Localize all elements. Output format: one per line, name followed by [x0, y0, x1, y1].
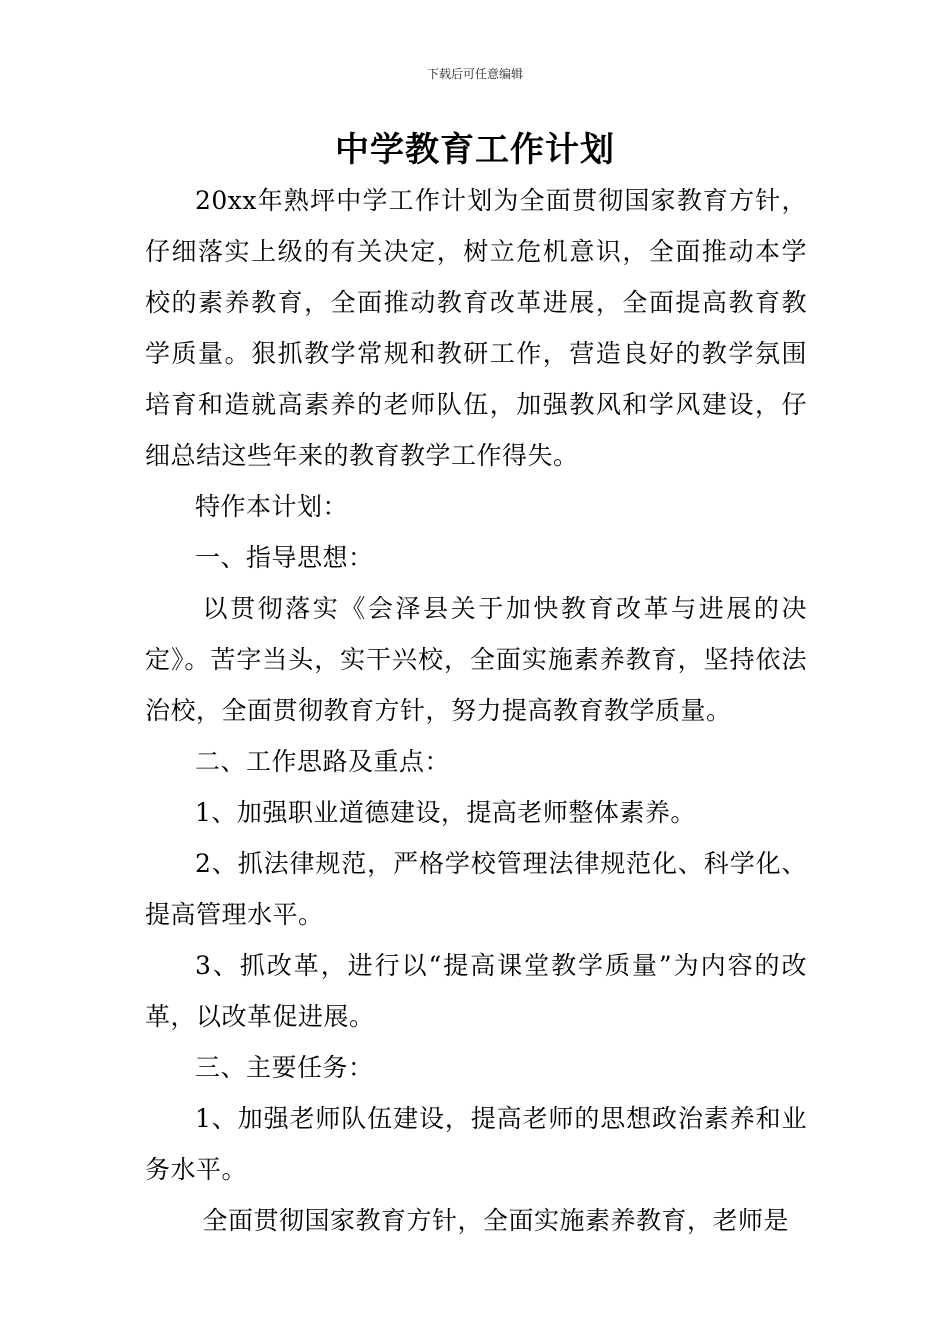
document-body: [145, 175, 807, 1246]
list-item-work-idea-3: 3、抓改革，进行以“提高课堂教学质量”为内容的改革，以改革促进展。: [145, 951, 807, 1031]
list-item-main-task-1: 1、加强老师队伍建设，提高老师的思想政治素养和业务水平。: [145, 1104, 807, 1184]
document-title: 中学教育工作计划: [335, 130, 615, 170]
paragraph-guiding-ideology: 以贯彻落实《会泽县关于加快教育改革与进展的决定》。苦字当头，实干兴校，全面实施素养教育，坚持依法治校，全面贯彻教育方针，努力提高教育教学质量。: [145, 594, 807, 725]
header-note: 下载后可任意编辑: [426, 67, 523, 81]
paragraph-plan-note: 特作本计划：: [195, 492, 349, 521]
paragraph-main-task-detail: 全面贯彻国家教育方针，全面实施素养教育，老师是: [202, 1206, 790, 1235]
paragraph-intro: 20xx年熟坪中学工作计划为全面贯彻国家教育方针，仔细落实上级的有关决定，树立危机意识，全面推动本学校的素养教育，全面推动教育改革进展，全面提高教育教学质量。狠抓教学常规和教研工作，营造良好的教学氛围培育和造就高素养的老师队伍，加强教风和学风建设，仔细总结这些年来的教育教学工作得失。: [145, 186, 807, 470]
list-item-work-idea-1: 1、加强职业道德建设，提高老师整体素养。: [195, 798, 696, 827]
section-heading-main-tasks: 三、主要任务：: [195, 1053, 374, 1082]
list-item-work-idea-2: 2、抓法律规范，严格学校管理法律规范化、科学化、提高管理水平。: [145, 849, 807, 929]
section-heading-guiding-ideology: 一、指导思想：: [195, 543, 374, 572]
section-heading-work-ideas: 二、工作思路及重点：: [195, 747, 451, 776]
